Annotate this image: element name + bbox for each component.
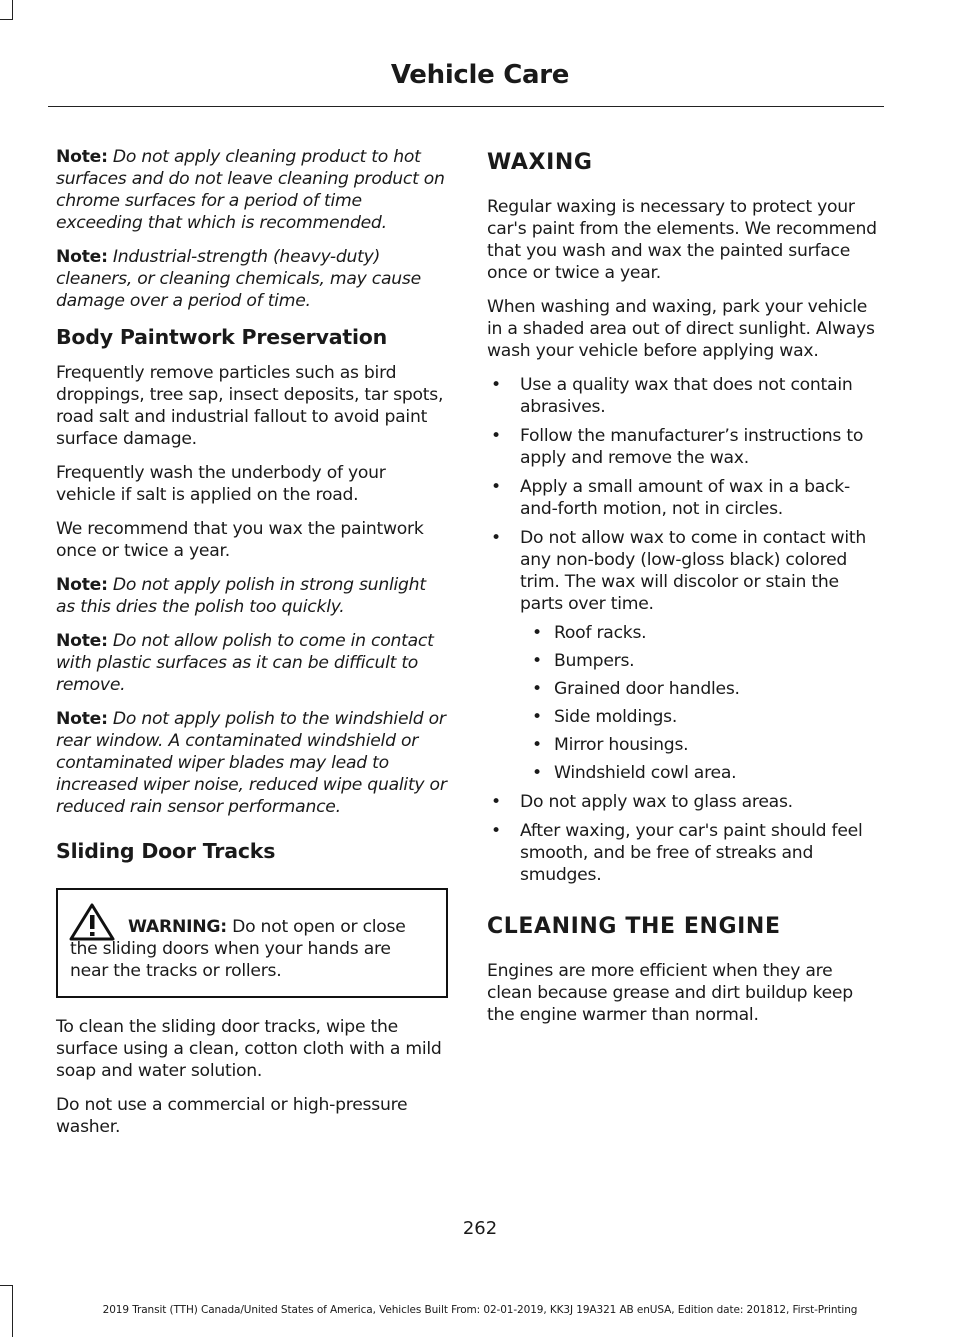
header-rule — [48, 106, 884, 107]
note-label: Note: — [56, 575, 108, 595]
page-header-title: Vehicle Care — [390, 60, 570, 90]
body-paragraph: Frequently remove particles such as bird droppings, tree sap, insect deposits, tar spots, road salt and industrial fallout to avoid paint surface damage. — [56, 363, 444, 449]
crop-mark-bottom-left-h — [0, 1285, 13, 1286]
heading-cleaning-the-engine: CLEANING THE ENGINE — [487, 914, 781, 939]
sub-list-item: • Mirror housings. — [520, 734, 882, 756]
heading-sliding-door-tracks: Sliding Door Tracks — [56, 839, 276, 863]
list-item — [487, 527, 882, 784]
crop-mark-top-left-h — [0, 19, 13, 20]
body-paragraph: Frequently wash the underbody of your vehicle if salt is applied on the road. — [56, 463, 386, 505]
sub-list-item: • Bumpers. — [520, 650, 882, 672]
body-paragraph: Engines are more efficient when they are clean because grease and dirt buildup keep the engine warmer than normal. — [487, 961, 853, 1025]
heading-body-paintwork: Body Paintwork Preservation — [56, 325, 388, 349]
note-label: Note: — [56, 247, 108, 267]
left-column — [56, 146, 448, 1150]
page-number: 262 — [462, 1218, 498, 1239]
note-label: Note: — [56, 147, 108, 167]
body-paragraph: Regular waxing is necessary to protect your car's paint from the elements. We recommend that you wash and wax the painted surface once or twice a year. — [487, 197, 877, 283]
list-item: • Apply a small amount of wax in a back-and-forth motion, not in circles. — [487, 476, 882, 520]
note-label: Note: — [56, 709, 108, 729]
crop-mark-bottom-left — [12, 1285, 13, 1337]
crop-mark-top-left — [12, 0, 13, 20]
body-paragraph: To clean the sliding door tracks, wipe the surface using a clean, cotton cloth with a mild soap and water solution. — [56, 1017, 442, 1081]
sub-list-item: • Grained door handles. — [520, 678, 882, 700]
list-item-text: Do not allow wax to come in contact with any non-body (low-gloss black) colored trim. The wax will discolor or stain the parts over time. — [520, 528, 867, 614]
warning-text: Do not open or close the sliding doors when your hands are near the tracks or rollers. — [70, 917, 406, 981]
note-paragraph — [56, 708, 448, 818]
note-paragraph — [56, 146, 448, 234]
note-text: Do not apply polish in strong sunlight as this dries the polish too quickly. — [56, 575, 426, 617]
heading-waxing: WAXING — [487, 150, 593, 175]
trim-sub-list — [520, 622, 882, 784]
body-paragraph: When washing and waxing, park your vehicle in a shaded area out of direct sunlight. Always wash your vehicle before applying wax. — [487, 297, 875, 361]
sub-list-item: • Side moldings. — [520, 706, 882, 728]
warning-box — [56, 888, 448, 998]
right-column — [487, 146, 882, 1038]
sub-list-item: • Windshield cowl area. — [520, 762, 882, 784]
note-text: Industrial-strength (heavy-duty) cleaners, or cleaning chemicals, may cause damage over a period of time. — [56, 247, 421, 311]
warning-triangle-icon — [68, 902, 116, 942]
body-paragraph: Do not use a commercial or high-pressure washer. — [56, 1095, 408, 1137]
body-paragraph: We recommend that you wax the paintwork once or twice a year. — [56, 519, 424, 561]
note-text: Do not apply polish to the windshield or rear window. A contaminated windshield or contaminated wiper blades may lead to increased wiper noise, reduced wipe quality or reduced rain sensor performance. — [56, 709, 447, 817]
note-text: Do not allow polish to come in contact with plastic surfaces as it can be difficult to remove. — [56, 631, 434, 695]
sub-list-item: • Roof racks. — [520, 622, 882, 644]
note-paragraph — [56, 246, 448, 312]
list-item: • Use a quality wax that does not contain abrasives. — [487, 374, 882, 418]
warning-label: WARNING: — [128, 917, 227, 937]
list-item: • After waxing, your car's paint should feel smooth, and be free of streaks and smudges. — [487, 820, 882, 886]
note-label: Note: — [56, 631, 108, 651]
list-item: • Follow the manufacturer’s instructions to apply and remove the wax. — [487, 425, 882, 469]
waxing-bullet-list — [487, 374, 882, 886]
list-item: • Do not apply wax to glass areas. — [487, 791, 882, 813]
footer-edition-info: 2019 Transit (TTH) Canada/United States of America, Vehicles Built From: 02-01-2019, KK3J 19A321 AB enUSA, Edition date: 201812, First-Printing — [102, 1304, 858, 1316]
note-paragraph — [56, 630, 448, 696]
note-text: Do not apply cleaning product to hot surfaces and do not leave cleaning product on chrome surfaces for a period of time exceeding that which is recommended. — [56, 147, 445, 233]
note-paragraph — [56, 574, 448, 618]
